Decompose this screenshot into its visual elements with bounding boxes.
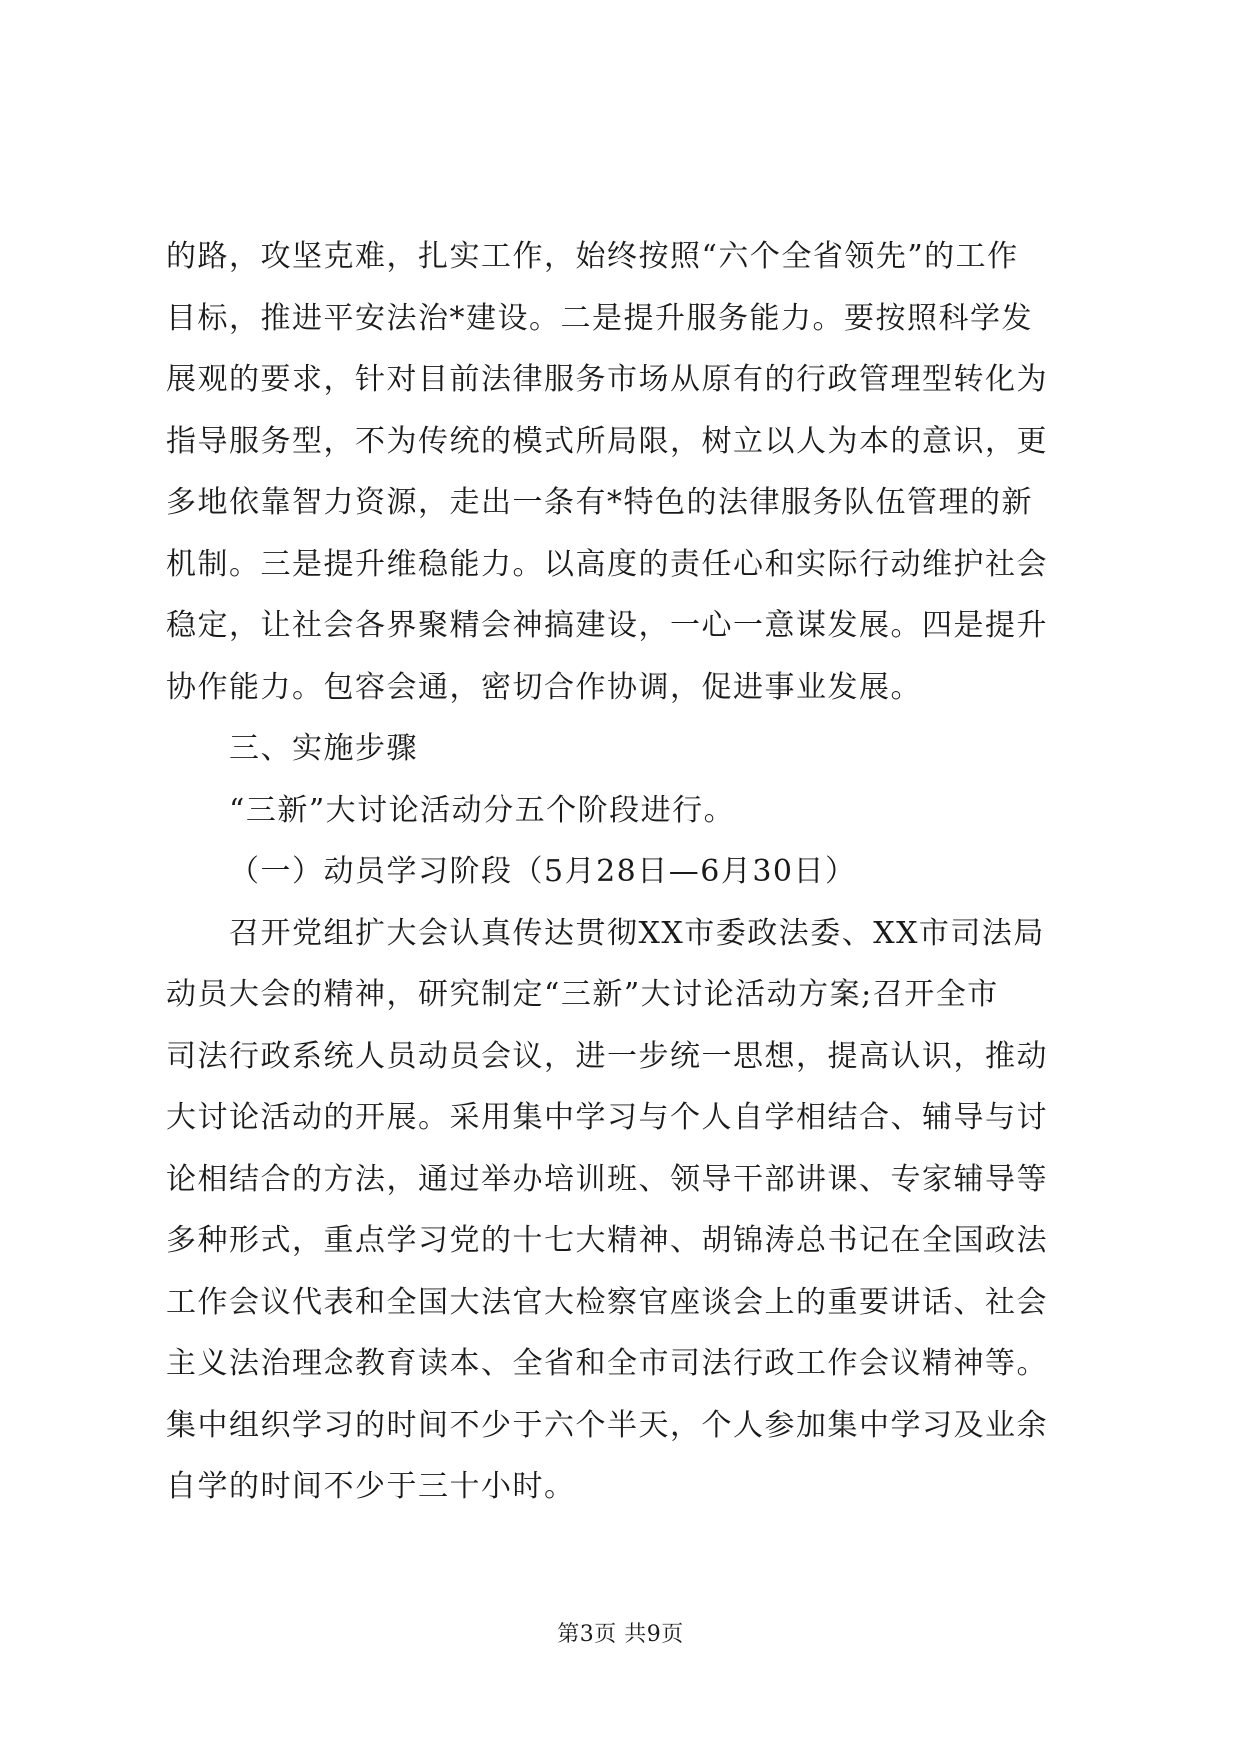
- text-line: 目标，推进平安法治*建设。二是提升服务能力。要按照科学发: [166, 300, 1033, 336]
- text-line: 工作会议代表和全国大法官大检察官座谈会上的重要讲话、社会: [166, 1284, 1048, 1320]
- text-line: 稳定，让社会各界聚精会神搞建设，一心一意谋发展。四是提升: [166, 608, 1048, 643]
- body-text: [166, 226, 1078, 1518]
- text-line: 展观的要求，针对目前法律服务市场从原有的行政管理型转化为: [166, 362, 1048, 397]
- section-heading: 三、实施步骤: [229, 731, 418, 766]
- text-line: 司法行政系统人员动员会议，进一步统一思想，提高认识，推动: [166, 1038, 1048, 1074]
- text-line: 动员大会的精神，研究制定“三新”大讨论活动方案;召开全市: [166, 977, 999, 1012]
- text-line: 协作能力。包容会通，密切合作协调，促进事业发展。: [166, 669, 922, 705]
- text-line: 召开党组扩大会认真传达贯彻XX市委政法委、XX市司法局: [229, 915, 1045, 951]
- text-line: 多地依靠智力资源，走出一条有*特色的法律服务队伍管理的新: [166, 485, 1033, 520]
- text-line: “三新”大讨论活动分五个阶段进行。: [229, 792, 736, 828]
- text-line: 集中组织学习的时间不少于六个半天，个人参加集中学习及业余: [166, 1407, 1048, 1443]
- text-line: 主义法治理念教育读本、全省和全市司法行政工作会议精神等。: [166, 1346, 1048, 1381]
- text-line: 多种形式，重点学习党的十七大精神、胡锦涛总书记在全国政法: [166, 1223, 1048, 1258]
- page-number-footer: 第3页 共9页: [557, 1622, 684, 1647]
- text-line: 论相结合的方法，通过举办培训班、领导干部讲课、专家辅导等: [166, 1161, 1048, 1197]
- text-line: 指导服务型，不为传统的模式所局限，树立以人为本的意识，更: [166, 423, 1048, 459]
- text-line: 机制。三是提升维稳能力。以高度的责任心和实际行动维护社会: [166, 546, 1048, 582]
- subsection-heading: （一）动员学习阶段（5月28日—6月30日）: [229, 854, 857, 889]
- text-line: 大讨论活动的开展。采用集中学习与个人自学相结合、辅导与讨: [166, 1100, 1048, 1135]
- text-line: 自学的时间不少于三十小时。: [166, 1469, 576, 1504]
- text-line: 的路，攻坚克难，扎实工作，始终按照“六个全省领先”的工作: [166, 239, 1019, 274]
